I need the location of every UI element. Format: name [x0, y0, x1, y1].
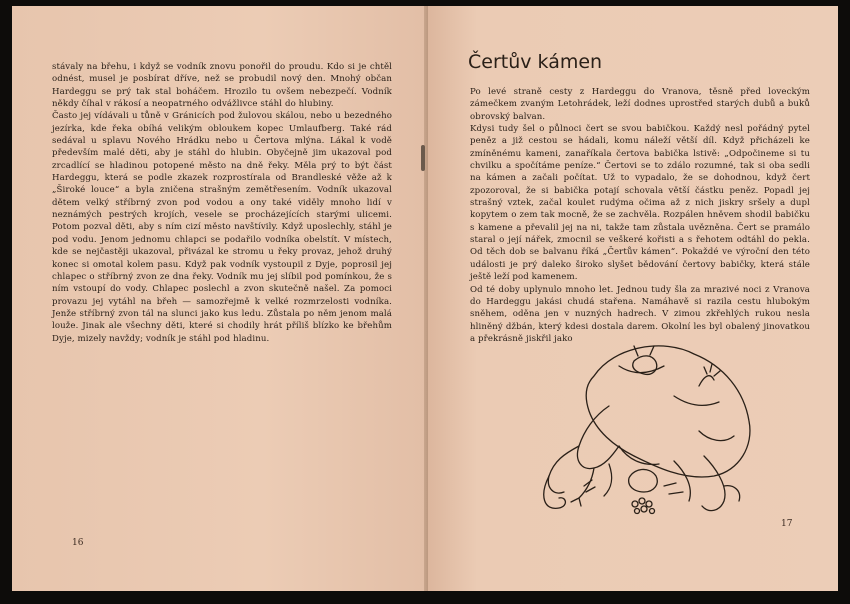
devil-and-grandmother-illustration	[524, 336, 764, 521]
paragraph: Od té doby uplynulo mnoho let. Jednou tudy šla za mrazivé noci z Vranova do Hardeggu jakási chudá stařena. Namáhavě si razila cestu hlubokým sněhem, oděna jen v nuzných hadrech. V zimou zkřehlých rukou nesla hliněný džbán, který kdesi dostala darem. Okolní les byl obalený jinovatkou a překrásně jiskřil jako	[470, 284, 810, 344]
left-page-text	[52, 61, 392, 345]
paragraph: Často jej vídávali u tůně v Gránicích pod žulovou skálou, nebo u bezedného jezírka, kde řeka obíhá velikým obloukem kopec Umlaufberg. Také rád sedával u splavu Nového Hrádku nebo u Čertova mlýna. Lákal k vodě především malé děti, aby je stáhl do hlubin. Obyčejně jim ukazoval pod zrcadlící se hladinou potopené město na dně řeky. Měla prý to být část Hardeggu, která se podle zkazek rozprostírala od Brandleské věže až k „Široké louce“ a byla zničena strašným zemětřesením. Vodník ukazoval dětem velký stříbrný zvon pod vodou a ony také viděly mnoho lidí v neznámých pestrých krojích, vesele se procházejících starými ulicemi. Potom pozval děti, aby s ním cizí město navštívily. Když uposlechly, stáhl je pod vodu. Jenom jednomu chlapci se podařilo vodníka obelstít. V místech, kde se nejčastěji ukazoval, přivázal ke stromu u řeky provaz, jehož druhý konec si omotal kolem pasu. Když pak vodník vystoupil z Dyje, poprosil jej chlapec o stříbrný zvon ze dna řeky. Vodník mu jej slíbil pod pomínkou, že s ním vstoupí do vody. Chlapec poslechl a zvon skutečně našel. Za pomoci provazu jej vytáhl na břeh — samozřejmě k velké rozmrzelosti vodníka. Jenže stříbrný zvon tál na slunci jako kus ledu. Zůstala po něm jenom malá louže. Jinak ale všechny děti, které si chodily hrát příliš blízko ke břehům Dyje, mizely navždy; vodník je stáhl pod hladinu.	[52, 111, 392, 344]
page-number: 17	[781, 519, 793, 529]
left-page	[12, 6, 430, 591]
paragraph: Kdysi tudy šel o půlnoci čert se svou babičkou. Každý nesl pořádný pytel peněz a již cestou se hádali, komu náleží větší díl. Když přicházeli ke zmíněnému kameni, zanaříkala čertova babička lstivě: „Odpočineme si tu chvilku a spočítáme peníze.“ Čertovi se to zdálo rozumné, tak si oba sedli na kámen a začali počítat. Už to vypadalo, že se dohodnou, když čert zpozoroval, že si babička potají schovala větší částku peněz. Popadl jej strašný vztek, začal koulet rudýma očima až z nich jiskry sršely a dupl kopytem o zem tak mocně, že se zachvěla. Rozpálen hněvem shodil babičku s kamene a převalil jej na ni, takže tam zůstala uvězněna. Čert se pramálo staral o její nářek, zmocnil se veškeré kořisti a s řehotem odtáhl do pekla. Od těch dob se balvanu říká „Čertův kámen“. Pokaždé ve výroční den této události je prý daleko široko slyšet bědování čertovy babičky, která stále ještě leží pod kamenem.	[470, 124, 810, 283]
right-page	[428, 6, 838, 591]
paragraph: stávaly na břehu, i když se vodník znovu ponořil do proudu. Kdo si je chtěl odnést, musel je posbírat dříve, než se probudil nový den. Mnohý občan Hardeggu se prý tak stal boháčem. Hrozilo tu ovšem nebezpečí. Vodník někdy číhal v rákosí a neopatrného odvážlivce stáhl do hlubiny.	[52, 62, 392, 110]
paragraph: Po levé straně cesty z Hardeggu do Vranova, těsně před loveckým zámečkem zvaným Letohrádek, leží dodnes uprostřed starých dubů a buků obrovský balvan.	[470, 87, 810, 122]
staple-top	[421, 145, 425, 171]
right-page-text	[470, 86, 810, 345]
page-number: 16	[72, 538, 84, 548]
chapter-title: Čertův kámen	[468, 51, 603, 73]
